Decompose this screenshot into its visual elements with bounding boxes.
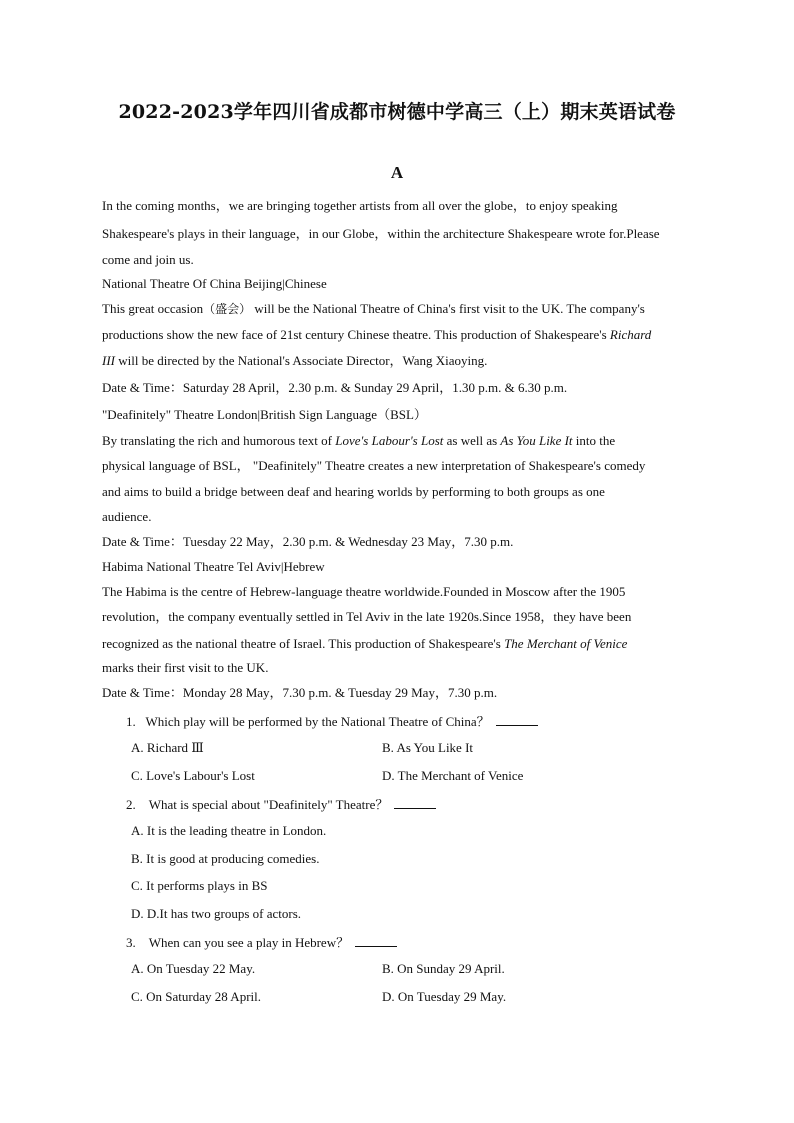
theatre-heading: National Theatre Of China Beijing|Chinese <box>102 276 327 291</box>
question-2 <box>126 796 436 813</box>
text-span: recognized as the national theatre of Israel. This production of Shakespeare's <box>102 636 505 651</box>
paragraph-line: physical language of BSL， "Deafinitely" Theatre creates a new interpretation of Shakespeare's comedy <box>102 458 646 473</box>
play-title: Richard <box>609 327 652 342</box>
chinese-gloss: （盛会） <box>203 302 252 316</box>
intro-line: Shakespeare's plays in their language，in our Globe，within the architecture Shakespeare wrote for.Please <box>102 226 660 241</box>
datetime-line: Date & Time：Monday 28 May，7.30 p.m. & Tuesday 29 May，7.30 p.m. <box>102 685 498 700</box>
play-title: The Merchant of Venice <box>504 636 628 651</box>
intro-line: In the coming months，we are bringing together artists from all over the globe，to enjoy speaking <box>102 198 618 213</box>
page-title: 2022-2023学年四川省成都市树德中学高三（上）期末英语试卷 <box>118 101 676 123</box>
paragraph-line: marks their first visit to the UK. <box>102 660 269 675</box>
play-title: Love's Labour's Lost <box>335 433 444 448</box>
option-b[interactable]: B. It is good at producing comedies. <box>131 851 320 866</box>
question-number: 2. <box>126 797 136 812</box>
answer-blank[interactable] <box>394 796 436 809</box>
theatre-heading: Habima National Theatre Tel Aviv|Hebrew <box>102 559 325 574</box>
paragraph-line <box>102 301 645 317</box>
text-span: will be the National Theatre of China's first visit to the UK. The company's <box>251 301 645 316</box>
datetime-line: Date & Time：Saturday 28 April，2.30 p.m. & Sunday 29 April，1.30 p.m. & 6.30 p.m. <box>102 380 568 395</box>
answer-blank[interactable] <box>496 713 538 726</box>
question-1 <box>126 713 538 730</box>
option-d[interactable]: D. On Tuesday 29 May. <box>382 989 507 1004</box>
question-text: Which play will be performed by the National Theatre of China？ <box>145 714 490 729</box>
option-a[interactable]: A. It is the leading theatre in London. <box>131 823 327 838</box>
paragraph-line: audience. <box>102 509 152 524</box>
text-span: will be directed by the National's Associate Director，Wang Xiaoying. <box>115 353 488 368</box>
option-c[interactable]: C. It performs plays in BS <box>131 878 268 893</box>
option-b[interactable]: B. On Sunday 29 April. <box>382 961 505 976</box>
option-d[interactable]: D. The Merchant of Venice <box>382 768 524 783</box>
option-a[interactable]: A. Richard Ⅲ <box>131 740 204 755</box>
paragraph-line <box>102 636 627 652</box>
theatre-heading: "Deafinitely" Theatre London|British Sign Language（BSL） <box>102 407 427 422</box>
paragraph-line: The Habima is the centre of Hebrew-language theatre worldwide.Founded in Moscow after the 1905 <box>102 584 626 599</box>
text-span: as well as <box>443 433 501 448</box>
question-number: 3. <box>126 935 136 950</box>
option-b[interactable]: B. As You Like It <box>382 740 474 755</box>
option-d[interactable]: D. D.It has two groups of actors. <box>131 906 302 921</box>
paragraph-line: and aims to build a bridge between deaf and hearing worlds by performing to both groups as one <box>102 484 605 499</box>
option-c[interactable]: C. Love's Labour's Lost <box>131 768 255 783</box>
play-title: As You Like It <box>500 433 573 448</box>
question-text: What is special about "Deafinitely" Theatre？ <box>148 797 389 812</box>
option-c[interactable]: C. On Saturday 28 April. <box>131 989 261 1004</box>
datetime-line: Date & Time：Tuesday 22 May，2.30 p.m. & Wednesday 23 May，7.30 p.m. <box>102 534 514 549</box>
paragraph-line <box>102 327 651 343</box>
paragraph-line: revolution，the company eventually settled in Tel Aviv in the late 1920s.Since 1958，they have been <box>102 609 632 624</box>
paragraph-line <box>102 353 487 369</box>
text-span: This great occasion <box>102 301 204 316</box>
text-span: into the <box>572 433 616 448</box>
play-title: III <box>102 353 115 368</box>
intro-line: come and join us. <box>102 252 194 267</box>
question-3 <box>126 934 397 951</box>
question-text: When can you see a play in Hebrew？ <box>148 935 350 950</box>
option-a[interactable]: A. On Tuesday 22 May. <box>131 961 256 976</box>
answer-blank[interactable] <box>355 934 397 947</box>
section-heading: A <box>390 163 404 182</box>
question-number: 1. <box>126 714 136 729</box>
text-span: By translating the rich and humorous text of <box>102 433 336 448</box>
paragraph-line <box>102 433 615 449</box>
text-span: productions show the new face of 21st century Chinese theatre. This production of Shakespeare's <box>102 327 610 342</box>
